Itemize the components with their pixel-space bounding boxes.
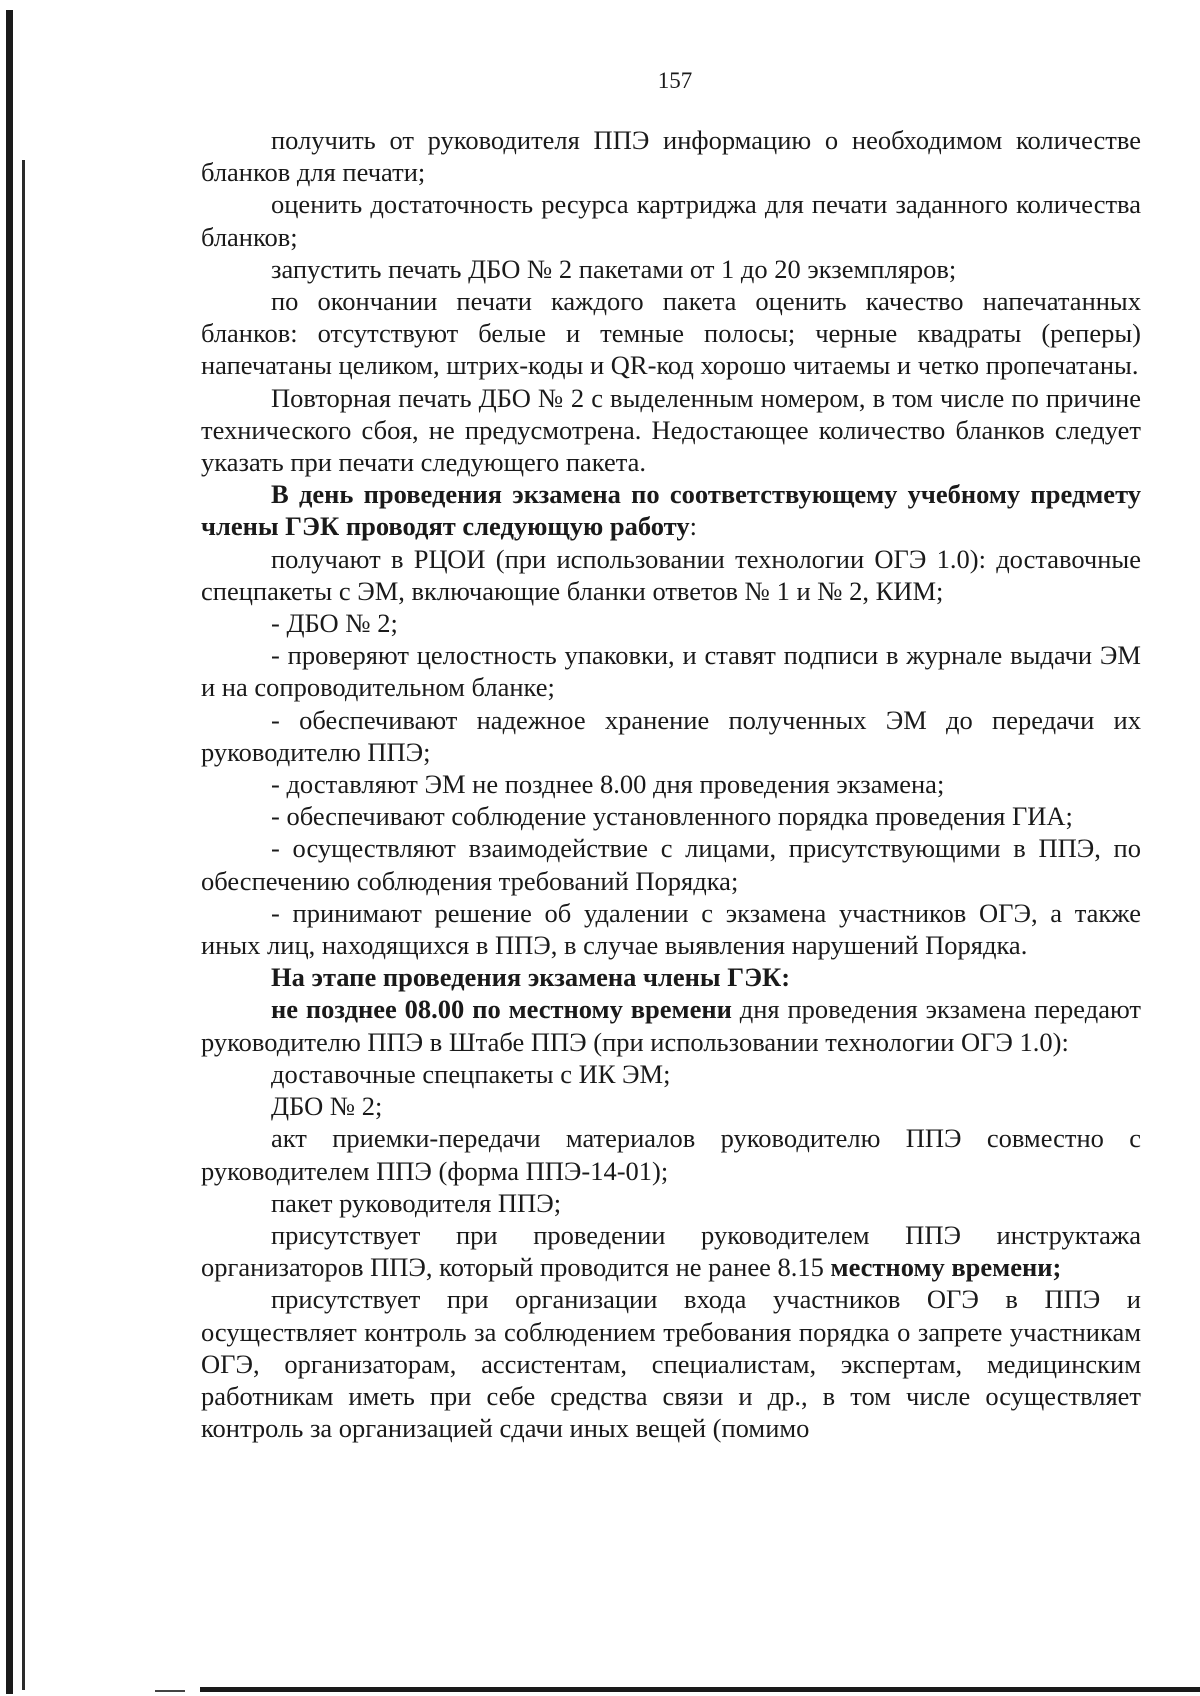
- bold-text: В день проведения экзамена по соответствующему учебному предмету члены ГЭК проводят следующую работу: [201, 479, 1141, 542]
- page-number: 157: [657, 68, 693, 93]
- paragraph: [201, 1219, 1141, 1283]
- bold-text: не позднее 08.00 по местному времени: [271, 994, 732, 1025]
- paragraph-text: дня проведения экзамена передают руководителю ППЭ в Штабе ППЭ (при использовании технологии ОГЭ 1.0):: [201, 994, 1141, 1057]
- list-item: пакет руководителя ППЭ;: [271, 1187, 562, 1218]
- list-item: - обеспечивают соблюдение установленного порядка проведения ГИА;: [271, 801, 1073, 832]
- document-body: [201, 124, 1141, 1444]
- paragraph: [201, 993, 1141, 1057]
- section-heading: [201, 961, 1141, 993]
- paragraph: оценить достаточность ресурса картриджа для печати заданного количества бланков;: [201, 189, 1141, 252]
- paragraph: Повторная печать ДБО № 2 с выделенным номером, в том числе по причине технического сбоя, не предусмотрена. Недостающее количество бланков следует указать при печати следующего пакета.: [201, 382, 1141, 478]
- list-item: - проверяют целостность упаковки, и ставят подписи в журнале выдачи ЭМ и на сопроводительном бланке;: [201, 640, 1141, 703]
- scan-edge-left-inner: [22, 160, 25, 1690]
- list-item: - доставляют ЭМ не позднее 8.00 дня проведения экзамена;: [271, 769, 945, 800]
- list-item: доставочные спецпакеты с ИК ЭМ;: [271, 1058, 671, 1089]
- scan-edge-bottom: [200, 1687, 1200, 1692]
- list-item: - принимают решение об удалении с экзамена участников ОГЭ, а также иных лиц, находящихся в ППЭ, в случае выявления нарушений Порядка.: [201, 897, 1141, 961]
- paragraph-text: присутствует при проведении руководителем ППЭ инструктажа организаторов ППЭ, который проводится не ранее 8.15: [201, 1219, 1141, 1283]
- paragraph: присутствует при организации входа участников ОГЭ в ППЭ и осуществляет контроль за соблюдением требования порядка о запрете участникам ОГЭ, организаторам, ассистентам, специалистам, экспертам, медицинским работникам иметь при себе средства связи и др., в том числе осуществляет контроль за организацией сдачи иных вещей (помимо: [201, 1284, 1141, 1444]
- paragraph: получают в РЦОИ (при использовании технологии ОГЭ 1.0): доставочные спецпакеты с ЭМ, включающие бланки ответов № 1 и № 2, КИМ;: [201, 543, 1141, 606]
- paragraph: получить от руководителя ППЭ информацию о необходимом количестве бланков для печати;: [201, 125, 1141, 188]
- section-heading: [201, 478, 1141, 542]
- list-item: акт приемки-передачи материалов руководителю ППЭ совместно с руководителем ППЭ (форма ППЭ-14-01);: [201, 1123, 1141, 1186]
- paragraph: запустить печать ДБО № 2 пакетами от 1 до 20 экземпляров;: [271, 253, 957, 284]
- heading-tail: :: [689, 511, 697, 542]
- bold-text: На этапе проведения экзамена члены ГЭК:: [271, 962, 791, 993]
- bold-text: местному времени;: [830, 1252, 1062, 1283]
- scan-edge-left: [6, 10, 13, 1694]
- scan-edge-bottom-dash: [155, 1690, 185, 1692]
- list-item: ДБО № 2;: [271, 1091, 383, 1122]
- list-item: - осуществляют взаимодействие с лицами, присутствующими в ППЭ, по обеспечению соблюдения требований Порядка;: [201, 833, 1141, 896]
- list-item: - обеспечивают надежное хранение полученных ЭМ до передачи их руководителю ППЭ;: [201, 704, 1141, 767]
- list-item: - ДБО № 2;: [271, 608, 398, 639]
- paragraph: по окончании печати каждого пакета оценить качество напечатанных бланков: отсутствуют белые и темные полосы; черные квадраты (реперы) напечатаны целиком, штрих-коды и QR-код хорошо читаемы и четко пропечатаны.: [201, 286, 1141, 381]
